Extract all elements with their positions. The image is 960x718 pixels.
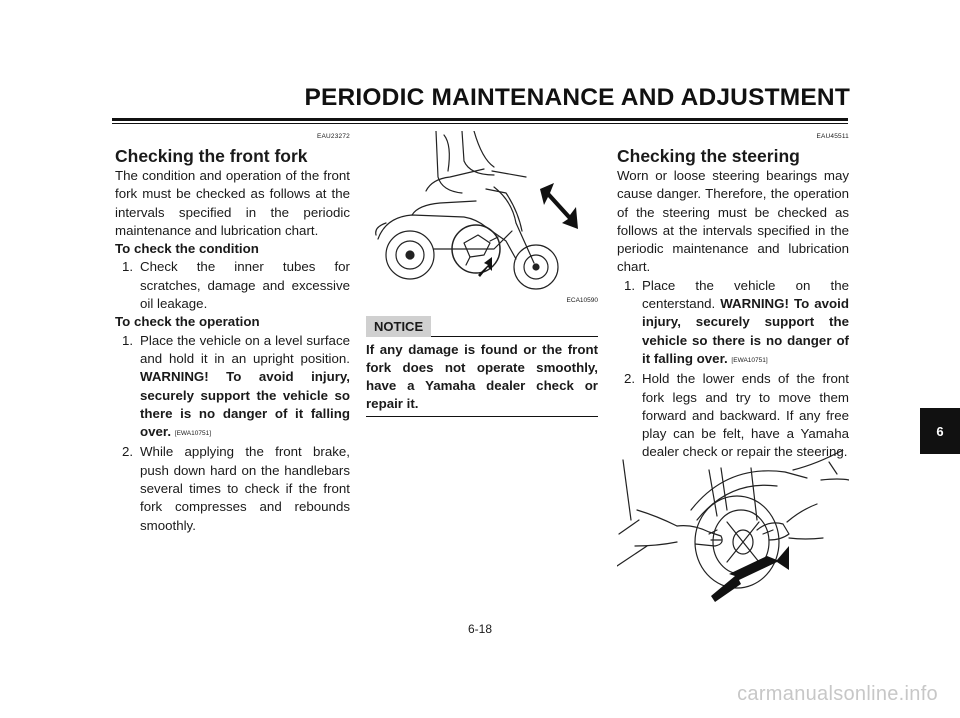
condition-steps — [115, 258, 350, 313]
step-text: While applying the front brake, push down hard on the handlebars several times to check if the front fork compresses and rebounds smoothly. — [140, 444, 350, 533]
step-item — [115, 258, 350, 313]
intro-paragraph: The condition and operation of the front fork must be checked as follows at the intervals specified in the periodic maintenance and lubrication chart. — [115, 168, 350, 238]
warning-text: WARNING! To avoid injury, securely support the vehicle so there is no danger of it falling over. — [642, 296, 849, 366]
step-number: 2. — [122, 444, 134, 460]
step-number: 1. — [624, 277, 636, 293]
notice-text: If any damage is found or the front fork does not operate smoothly, have a Yamaha dealer check or repair it. — [366, 342, 598, 411]
operation-steps — [115, 332, 350, 535]
warning-code: [EWA10751] — [174, 430, 212, 438]
notice-bottom-rule — [366, 416, 598, 417]
steering-illustration — [617, 450, 849, 610]
intro-paragraph: Worn or loose steering bearings may cause danger. Therefore, the operation of the steering must be checked as follows at the intervals specified in the periodic maintenance and lubrication chart. — [617, 168, 849, 275]
notice-badge: NOTICE — [366, 316, 431, 337]
notice-box — [366, 292, 598, 417]
front-fork-section — [115, 131, 350, 535]
notice-rule — [431, 336, 598, 337]
warning-code: [EWA10751] — [731, 356, 768, 364]
page-header-title: PERIODIC MAINTENANCE AND ADJUSTMENT — [304, 84, 850, 111]
step-item — [115, 443, 350, 534]
steering-section — [617, 131, 849, 462]
section-code: EAU45511 — [816, 133, 849, 140]
step-number: 1. — [122, 259, 134, 275]
chapter-tab: 6 — [920, 408, 960, 454]
header-rule-thick — [112, 118, 848, 121]
page-number: 6-18 — [467, 622, 493, 636]
subheading-condition: To check the condition — [115, 241, 259, 257]
steering-steps — [617, 277, 849, 462]
step-text: Hold the lower ends of the front fork legs and try to move them forward and backward. If any free play can be felt, have a Yamaha dealer check or repair the steering. — [642, 371, 849, 460]
section-title: Checking the steering — [617, 146, 800, 166]
step-text: Place the vehicle on a level surface and hold it in an upright position. — [140, 332, 350, 366]
step-item — [617, 277, 849, 370]
notice-header — [366, 316, 598, 337]
step-number: 1. — [122, 332, 134, 348]
section-code: EAU23272 — [316, 133, 350, 140]
step-number: 2. — [624, 371, 636, 387]
front-fork-illustration — [366, 131, 586, 291]
step-item — [115, 332, 350, 444]
notice-code: ECA10590 — [566, 297, 598, 304]
subheading-operation: To check the operation — [115, 314, 260, 330]
step-text: Check the inner tubes for scratches, damage and excessive oil leakage. — [140, 259, 350, 312]
section-title: Checking the front fork — [115, 146, 308, 166]
step-item — [617, 370, 849, 461]
step-text: Place the vehicle on the centerstand. — [642, 277, 849, 312]
warning-text: WARNING! To avoid injury, securely support the vehicle so there is no danger of it falling over. — [140, 369, 350, 440]
watermark: carmanualsonline.info — [737, 683, 938, 705]
header-rule-thin — [112, 123, 848, 124]
